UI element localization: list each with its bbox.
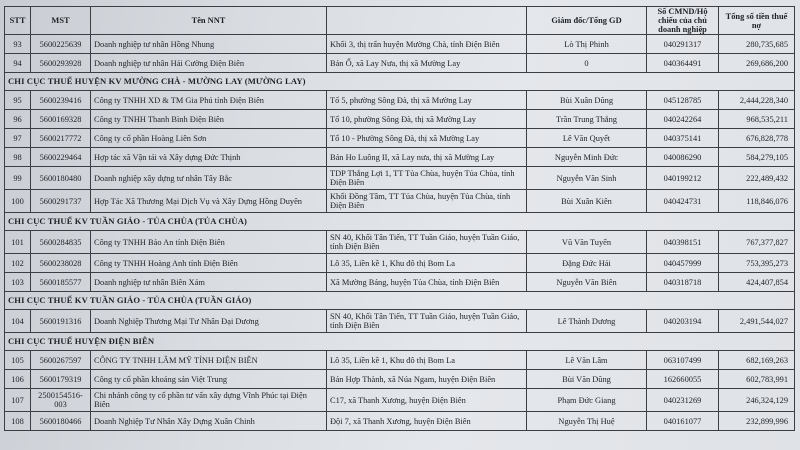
cell-director: Nguyễn Minh Đức (527, 148, 647, 167)
cell-id-no: 040375141 (647, 129, 719, 148)
cell-stt: 94 (5, 54, 31, 73)
cell-mst: 5600293928 (31, 54, 91, 73)
cell-mst: 5600239416 (31, 91, 91, 110)
cell-id-no: 045128785 (647, 91, 719, 110)
cell-director: Nguyễn Thị Huệ (527, 412, 647, 431)
cell-mst: 5600267597 (31, 351, 91, 370)
cell-stt: 99 (5, 167, 31, 190)
cell-debt: 2,444,228,340 (719, 91, 795, 110)
cell-name: Doanh Nghiệp Tư Nhân Xây Dựng Xuân Chinh (91, 412, 327, 431)
cell-address: Lô 35, Liền kề 1, Khu đô thị Bom La (327, 351, 527, 370)
cell-stt: 98 (5, 148, 31, 167)
cell-mst: 5600284835 (31, 231, 91, 254)
cell-mst: 5600180466 (31, 412, 91, 431)
cell-stt: 96 (5, 110, 31, 129)
cell-id-no: 040086290 (647, 148, 719, 167)
cell-director: Lê Thành Dương (527, 310, 647, 333)
cell-id-no: 040364491 (647, 54, 719, 73)
cell-debt: 968,535,211 (719, 110, 795, 129)
cell-debt: 424,407,854 (719, 273, 795, 292)
cell-debt: 222,489,432 (719, 167, 795, 190)
table-row (5, 148, 795, 167)
cell-name: Hợp Tác Xã Thương Mại Dịch Vụ và Xây Dựng Hồng Duyên (91, 190, 327, 213)
cell-debt: 232,899,996 (719, 412, 795, 431)
cell-id-no: 162660055 (647, 370, 719, 389)
cell-name: Công ty cổ phần khoáng sản Việt Trung (91, 370, 327, 389)
cell-address: Khối Đồng Tâm, TT Tủa Chùa, huyện Tủa Chùa, tỉnh Điện Biên (327, 190, 527, 213)
cell-address: Tổ 10 - Phường Sông Đà, thị xã Mường Lay (327, 129, 527, 148)
cell-mst: 5600179319 (31, 370, 91, 389)
cell-address: C17, xã Thanh Xương, huyện Điện Biên (327, 389, 527, 412)
cell-id-no: 063107499 (647, 351, 719, 370)
cell-mst: 5600185577 (31, 273, 91, 292)
table-row (5, 54, 795, 73)
cell-stt: 101 (5, 231, 31, 254)
cell-director: Trần Trung Thắng (527, 110, 647, 129)
cell-stt: 108 (5, 412, 31, 431)
cell-address: Tổ 10, phường Sông Đà, thị xã Mường Lay (327, 110, 527, 129)
cell-mst: 5600225639 (31, 35, 91, 54)
cell-name: Công ty TNHH Bảo An tỉnh Điện Biên (91, 231, 327, 254)
table-header-row (5, 7, 795, 35)
table-row (5, 412, 795, 431)
cell-stt: 102 (5, 254, 31, 273)
header-name: Tên NNT (91, 7, 327, 35)
cell-debt: 246,324,129 (719, 389, 795, 412)
cell-id-no: 040161077 (647, 412, 719, 431)
header-stt: STT (5, 7, 31, 35)
cell-mst: 5600291737 (31, 190, 91, 213)
cell-director: Vũ Văn Tuyến (527, 231, 647, 254)
cell-id-no: 040291317 (647, 35, 719, 54)
cell-director: Lê Văn Quyết (527, 129, 647, 148)
cell-debt: 753,395,273 (719, 254, 795, 273)
cell-debt: 682,169,263 (719, 351, 795, 370)
cell-address: TDP Thắng Lợi 1, TT Tủa Chùa, huyện Tủa Chùa, tỉnh Điện Biên (327, 167, 527, 190)
tax-debt-table (4, 6, 795, 431)
header-address (327, 7, 527, 35)
cell-debt: 602,783,991 (719, 370, 795, 389)
cell-name: Công ty TNHH Hoàng Anh tỉnh Điện Biên (91, 254, 327, 273)
cell-stt: 106 (5, 370, 31, 389)
cell-debt: 2,491,544,027 (719, 310, 795, 333)
cell-mst: 5600169328 (31, 110, 91, 129)
cell-debt: 584,279,105 (719, 148, 795, 167)
header-id-number: Số CMND/Hộ chiếu của chủ doanh nghiệp (647, 7, 719, 35)
cell-debt: 767,377,827 (719, 231, 795, 254)
cell-name: CÔNG TY TNHH LÂM MỸ TỈNH ĐIỆN BIÊN (91, 351, 327, 370)
cell-mst: 2500154516-003 (31, 389, 91, 412)
cell-name: Công ty cổ phần Hoàng Liên Sơn (91, 129, 327, 148)
cell-address: Lô 35, Liền kề 1, Khu đô thị Bom La (327, 254, 527, 273)
cell-stt: 100 (5, 190, 31, 213)
section-header-row (5, 292, 795, 310)
table-row (5, 310, 795, 333)
section-title: CHI CỤC THUẾ HUYỆN ĐIỆN BIÊN (5, 333, 795, 351)
cell-director: Phạm Đức Giang (527, 389, 647, 412)
cell-name: Hợp tác xã Vận tải và Xây dựng Đức Thịnh (91, 148, 327, 167)
cell-mst: 5600238028 (31, 254, 91, 273)
cell-address: Khối 3, thị trấn huyện Mường Chà, tỉnh Điện Biên (327, 35, 527, 54)
cell-director: Bùi Xuân Kiên (527, 190, 647, 213)
cell-id-no: 040231269 (647, 389, 719, 412)
cell-debt: 118,846,076 (719, 190, 795, 213)
cell-name: Doanh nghiệp tư nhân Biên Xám (91, 273, 327, 292)
cell-stt: 107 (5, 389, 31, 412)
cell-id-no: 040424731 (647, 190, 719, 213)
cell-debt: 676,828,778 (719, 129, 795, 148)
cell-name: Công ty TNHH Thanh Bình Điện Biên (91, 110, 327, 129)
cell-name: Công ty TNHH XD & TM Gia Phú tỉnh Điện Biên (91, 91, 327, 110)
cell-name: Doanh nghiệp xây dựng tư nhân Tây Bắc (91, 167, 327, 190)
cell-debt: 269,686,200 (719, 54, 795, 73)
section-header-row (5, 333, 795, 351)
table-row (5, 254, 795, 273)
cell-address: Bản Hợp Thành, xã Núa Ngam, huyện Điện Biên (327, 370, 527, 389)
cell-stt: 104 (5, 310, 31, 333)
cell-stt: 105 (5, 351, 31, 370)
cell-id-no: 040199212 (647, 167, 719, 190)
section-title: CHI CỤC THUẾ HUYỆN KV MƯỜNG CHÀ - MƯỜNG LAY (MƯỜNG LAY) (5, 73, 795, 91)
cell-address: Bản Ho Luông II, xã Lay nưa, thị xã Mường Lay (327, 148, 527, 167)
cell-mst: 5600191316 (31, 310, 91, 333)
cell-director: 0 (527, 54, 647, 73)
cell-director: Bùi Văn Dũng (527, 370, 647, 389)
table-row (5, 351, 795, 370)
table-row (5, 35, 795, 54)
cell-director: Lê Văn Lâm (527, 351, 647, 370)
cell-name: Doanh nghiệp tư nhân Hồng Nhung (91, 35, 327, 54)
table-row (5, 91, 795, 110)
table-row (5, 129, 795, 148)
cell-address: Xã Mường Báng, huyện Tủa Chùa, tỉnh Điện Biên (327, 273, 527, 292)
cell-address: Bản Ổ, xã Lay Nưa, thị xã Mường Lay (327, 54, 527, 73)
cell-id-no: 040318718 (647, 273, 719, 292)
section-title: CHI CỤC THUẾ KV TUẦN GIÁO - TỦA CHÙA (TỦA CHÙA) (5, 213, 795, 231)
section-header-row (5, 73, 795, 91)
cell-stt: 95 (5, 91, 31, 110)
table-row (5, 167, 795, 190)
cell-name: Doanh nghiệp tư nhân Hải Cường Điện Biên (91, 54, 327, 73)
cell-address: SN 40, Khối Tân Tiến, TT Tuần Giáo, huyện Tuần Giáo, tỉnh Điện Biên (327, 231, 527, 254)
cell-director: Đặng Đức Hải (527, 254, 647, 273)
cell-address: Tổ 5, phường Sông Đà, thị xã Mường Lay (327, 91, 527, 110)
cell-debt: 280,735,685 (719, 35, 795, 54)
cell-stt: 97 (5, 129, 31, 148)
cell-mst: 5600217772 (31, 129, 91, 148)
cell-director: Bùi Xuân Dũng (527, 91, 647, 110)
cell-stt: 93 (5, 35, 31, 54)
table-row (5, 231, 795, 254)
table-row (5, 190, 795, 213)
cell-id-no: 040242264 (647, 110, 719, 129)
cell-director: Lò Thị Phinh (527, 35, 647, 54)
cell-director: Nguyễn Văn Biên (527, 273, 647, 292)
cell-address: SN 40, Khối Tân Tiến, TT Tuần Giáo, huyện Tuần Giáo, tỉnh Điện Biên (327, 310, 527, 333)
section-header-row (5, 213, 795, 231)
section-title: CHI CỤC THUẾ KV TUẦN GIÁO - TỦA CHÙA (TUẦN GIÁO) (5, 292, 795, 310)
cell-name: Doanh Nghiệp Thương Mại Tư Nhân Đại Dương (91, 310, 327, 333)
cell-mst: 5600229464 (31, 148, 91, 167)
header-director: Giám đốc/Tổng GD (527, 7, 647, 35)
header-debt: Tổng số tiền thuế nợ (719, 7, 795, 35)
cell-director: Nguyễn Văn Sinh (527, 167, 647, 190)
header-mst: MST (31, 7, 91, 35)
cell-id-no: 040457999 (647, 254, 719, 273)
cell-mst: 5600180480 (31, 167, 91, 190)
cell-id-no: 040398151 (647, 231, 719, 254)
table-row (5, 389, 795, 412)
cell-id-no: 040203194 (647, 310, 719, 333)
table-row (5, 370, 795, 389)
table-row (5, 273, 795, 292)
cell-address: Đội 7, xã Thanh Xương, huyện Điện Biên (327, 412, 527, 431)
cell-name: Chi nhánh công ty cổ phần tư vấn xây dựng Vĩnh Phúc tại Điện Biên (91, 389, 327, 412)
cell-stt: 103 (5, 273, 31, 292)
table-row (5, 110, 795, 129)
